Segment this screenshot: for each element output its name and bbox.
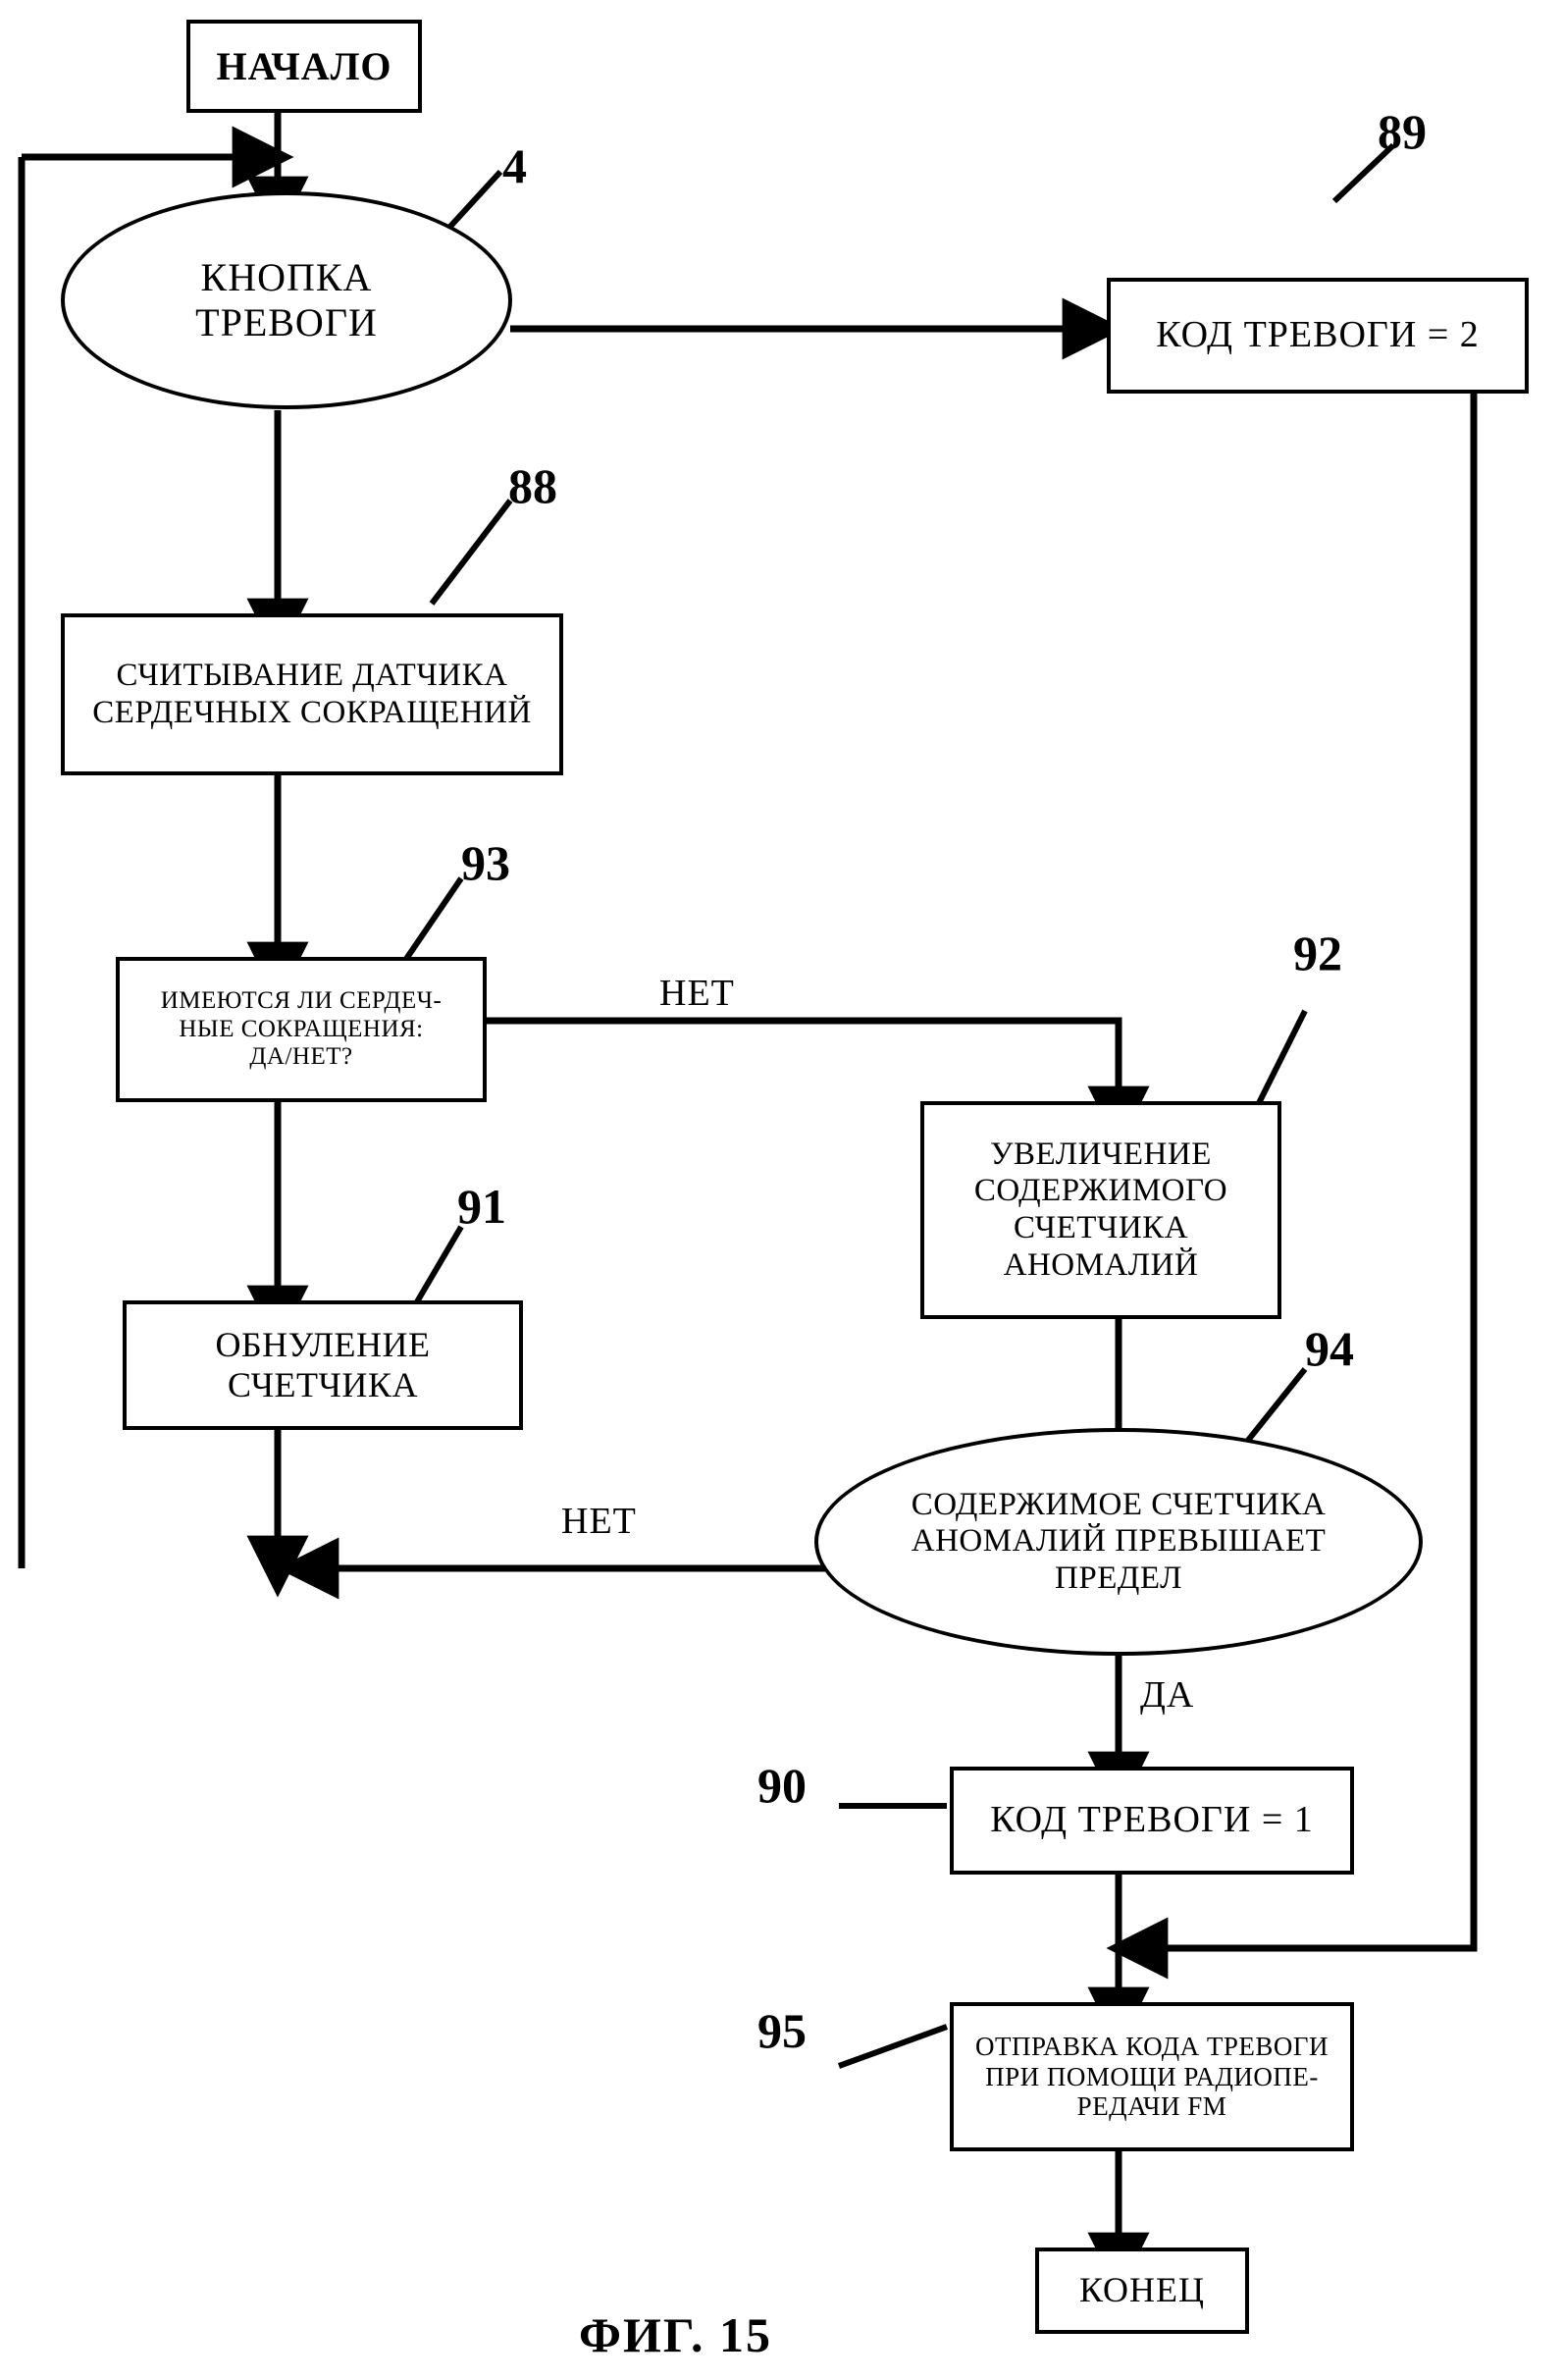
node-end: [1035, 2248, 1249, 2334]
ref-90: 90: [757, 1758, 807, 1813]
node-send-code-label: ОТПРАВКА КОДА ТРЕВОГИ ПРИ ПОМОЩИ РАДИОПЕ- РЕДАЧИ FM: [974, 2031, 1329, 2122]
node-start-label: НАЧАЛО: [216, 43, 392, 88]
edge-label-yes-counter: ДА: [1140, 1674, 1195, 1716]
node-increment-counter: [920, 1101, 1281, 1319]
ref-89: 89: [1378, 104, 1427, 159]
node-reset-counter: [123, 1300, 523, 1430]
ref-88: 88: [508, 458, 557, 513]
node-alarm-code-1-label: КОД ТРЕВОГИ = 1: [990, 1799, 1314, 1841]
ref-92: 92: [1293, 926, 1342, 980]
node-counter-exceeds: [814, 1428, 1423, 1656]
ref-94: 94: [1305, 1321, 1354, 1376]
edge-label-no-decision: НЕТ: [659, 973, 735, 1014]
figure-caption: ФИГ. 15: [579, 2307, 773, 2362]
node-send-code: [950, 2002, 1354, 2151]
node-alarm-code-2-label: КОД ТРЕВОГИ = 2: [1156, 314, 1480, 356]
node-decision-heartbeat: [116, 957, 487, 1102]
ref-95: 95: [757, 2003, 807, 2058]
node-alarm-code-2: [1107, 278, 1529, 394]
node-end-label: КОНЕЦ: [1078, 2270, 1206, 2310]
node-read-sensor: [61, 613, 563, 775]
node-alarm-code-1: [950, 1767, 1354, 1875]
node-increment-counter-label: УВЕЛИЧЕНИЕ СОДЕРЖИМОГО СЧЕТЧИКА АНОМАЛИЙ: [973, 1136, 1228, 1283]
node-alarm-button: [61, 191, 512, 409]
node-reset-counter-label: ОБНУЛЕНИЕ СЧЕТЧИКА: [215, 1324, 431, 1404]
ref-93: 93: [461, 835, 510, 890]
node-read-sensor-label: СЧИТЫВАНИЕ ДАТЧИКА СЕРДЕЧНЫХ СОКРАЩЕНИЙ: [92, 657, 532, 730]
node-counter-exceeds-label: СОДЕРЖИМОЕ СЧЕТЧИКА АНОМАЛИЙ ПРЕВЫШАЕТ ПРЕДЕЛ: [911, 1486, 1327, 1596]
edge-label-no-counter: НЕТ: [561, 1501, 637, 1542]
node-decision-heartbeat-label: ИМЕЮТСЯ ЛИ СЕРДЕЧ- НЫЕ СОКРАЩЕНИЯ: ДА/НЕТ?: [160, 987, 443, 1071]
ref-91: 91: [457, 1179, 506, 1234]
ref-4: 4: [502, 138, 527, 193]
node-start: [186, 20, 422, 113]
node-alarm-button-label: КНОПКА ТРЕВОГИ: [195, 255, 378, 344]
